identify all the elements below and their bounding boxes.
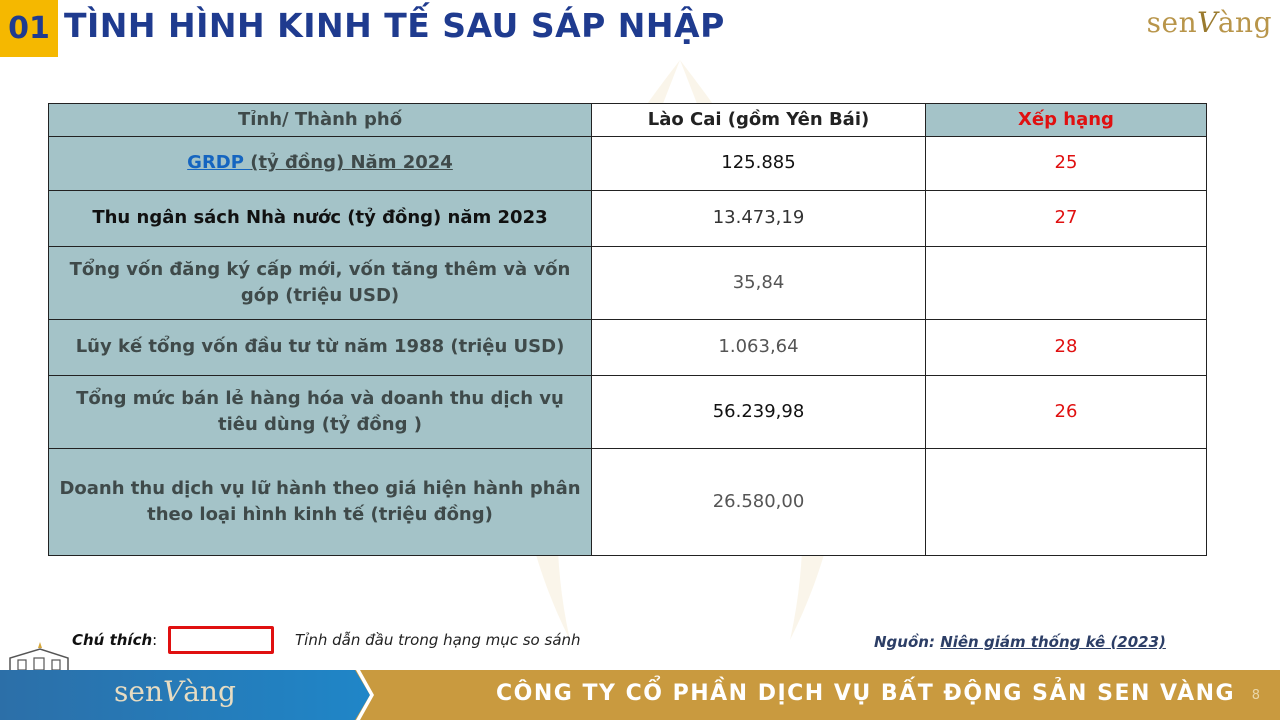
table-header-row <box>49 104 1207 137</box>
table-row <box>49 191 1207 247</box>
row-rank <box>926 449 1207 556</box>
legend-colon: : <box>152 631 158 649</box>
table-row <box>49 376 1207 449</box>
row-label <box>49 137 592 191</box>
footer-logo-left: sen <box>114 675 163 708</box>
row-value: 125.885 <box>592 137 926 191</box>
table-row <box>49 247 1207 320</box>
header-province: Tỉnh/ Thành phố <box>49 104 592 137</box>
footer-company-name: CÔNG TY CỔ PHẦN DỊCH VỤ BẤT ĐỘNG SẢN SEN VÀNG <box>496 681 1236 706</box>
grdp-link[interactable]: GRDP <box>187 152 251 174</box>
footer-logo <box>114 675 236 708</box>
page-title: TÌNH HÌNH KINH TẾ SAU SÁP NHẬP <box>64 6 725 45</box>
header-ranking: Xếp hạng <box>926 104 1207 137</box>
row-label: Doanh thu dịch vụ lữ hành theo giá hiện hành phân theo loại hình kinh tế (triệu đồng) <box>49 449 592 556</box>
logo-text-right: àng <box>1217 6 1272 39</box>
sen-vang-logo <box>1147 6 1272 39</box>
legend-description: Tỉnh dẫn đầu trong hạng mục so sánh <box>295 631 581 649</box>
header-lao-cai: Lào Cai (gồm Yên Bái) <box>592 104 926 137</box>
footer-logo-right: àng <box>183 675 236 708</box>
logo-text-left: sen <box>1146 6 1198 39</box>
economic-indicators-table <box>48 103 1207 556</box>
source-link[interactable]: Niên giám thống kê (2023) <box>940 633 1166 651</box>
footer-bar <box>0 670 1280 720</box>
legend-label-text: Chú thích <box>72 631 153 649</box>
table-row <box>49 449 1207 556</box>
row-label: Tổng vốn đăng ký cấp mới, vốn tăng thêm và vốn góp (triệu USD) <box>49 247 592 320</box>
row-label: Tổng mức bán lẻ hàng hóa và doanh thu dịch vụ tiêu dùng (tỷ đồng ) <box>49 376 592 449</box>
page-number: 8 <box>1251 688 1260 703</box>
row-rank: 25 <box>926 137 1207 191</box>
legend-label <box>72 631 157 649</box>
source-prefix: Nguồn: <box>874 633 941 651</box>
section-number-badge: 01 <box>0 0 58 57</box>
row-label-text: (tỷ đồng) Năm 2024 <box>250 152 453 174</box>
table-row <box>49 320 1207 376</box>
row-label: Lũy kế tổng vốn đầu tư từ năm 1988 (triệu USD) <box>49 320 592 376</box>
legend-highlight-box <box>168 626 274 654</box>
footer-logo-mid: V <box>162 675 184 708</box>
row-rank: 28 <box>926 320 1207 376</box>
row-rank: 26 <box>926 376 1207 449</box>
building-icon <box>4 640 70 674</box>
row-value: 1.063,64 <box>592 320 926 376</box>
source-note <box>874 633 1166 651</box>
row-rank <box>926 247 1207 320</box>
table-row <box>49 137 1207 191</box>
row-rank: 27 <box>926 191 1207 247</box>
row-value: 35,84 <box>592 247 926 320</box>
row-label: Thu ngân sách Nhà nước (tỷ đồng) năm 2023 <box>49 191 592 247</box>
row-value: 13.473,19 <box>592 191 926 247</box>
logo-text-mid: V <box>1197 6 1218 39</box>
row-value: 26.580,00 <box>592 449 926 556</box>
row-value: 56.239,98 <box>592 376 926 449</box>
